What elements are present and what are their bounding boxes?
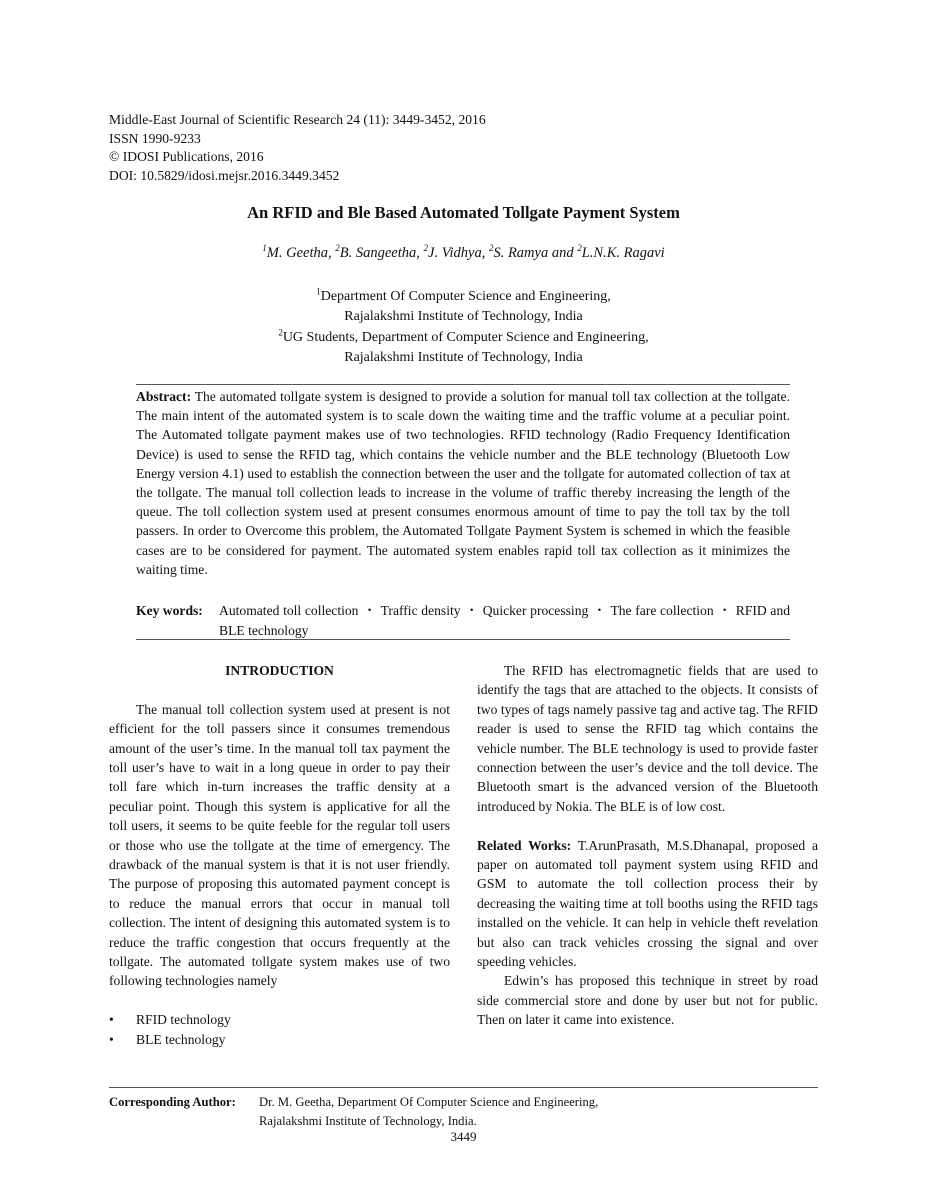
journal-info <box>109 111 486 185</box>
keyword-separator: ・ <box>464 603 479 618</box>
left-column <box>109 661 450 1049</box>
affiliation-line: Rajalakshmi Institute of Technology, India <box>344 349 583 365</box>
corresponding-author-text: Dr. M. Geetha, Department Of Computer Science and Engineering, Rajalakshmi Institute of Technology, India. <box>259 1095 599 1128</box>
abstract-text: The automated tollgate system is designed to provide a solution for manual toll tax collection at the tollgate. The main intent of the automated system is to scale down the waiting time and the traffic volume at a peculiar point. The Automated tollgate payment makes use of two technologies. RFID technology (Radio Frequency Identification Device) is used to sense the RFID tag, which contains the vehicle number and the BLE technology (Bluetooth Low Energy version 4.1) used to establish the connection between the user and the tollgate for automated collection of tax at the tollgate. The manual toll collection leads to increase in the volume of traffic thereby increasing the length of the queue. The toll collection system used at present consumes enormous amount of time to pay the toll tax by the toll passers. In order to Overcome this problem, the Automated Tollgate Payment System is schemed in which the feasible cases are to be considered for payment. The automated system enables rapid toll tax collection as it minimizes the waiting time. <box>136 389 790 577</box>
keywords-list <box>219 601 790 640</box>
keyword-separator: ・ <box>717 603 732 618</box>
bullet-icon: • <box>109 1031 114 1047</box>
list-item: • BLE technology <box>109 1030 450 1049</box>
keywords-label: Key words: <box>136 603 203 618</box>
footer-rule <box>109 1087 818 1088</box>
author: $^2$S. Ramya and <box>488 243 578 261</box>
introduction-paragraph: The manual toll collection system used at present is not efficient for the toll passers since it consumes tremendous amount of the user’s time. In the manual toll tax payment the toll user’s have to wait in a long queue in order to pay their toll fare which in-turn increases the traffic density at a peculiar point. Though this system is applicative for all the toll users, it seems to be quite feeble for the regular toll users or those who use the tollgate at the time of emergency. The drawback of the manual system is that it is not user friendly. The purpose of proposing this automated payment concept is to reduce the manual errors that occur in manual toll collection. The intent of designing this automated system is to reduce the traffic congestion that occurs frequently at the tollgate. The automated tollgate system makes use of two following technologies namely <box>109 701 450 989</box>
edwin-paragraph: Edwin’s has proposed this technique in street by road side commercial store and done by user but not for public. Then on later it came into existence. <box>477 973 818 1028</box>
keyword-separator: ・ <box>362 603 377 618</box>
related-works-label: Related Works: <box>477 837 572 853</box>
author: $^1$M. Geetha, <box>262 243 336 261</box>
spacer <box>109 680 450 699</box>
author: $^2$L.N.K. Ragavi <box>577 243 665 261</box>
related-works-paragraph: Related Works: T.ArunPrasath, M.S.Dhanapal, proposed a paper on automated toll payment system using RFID and GSM to automate the toll collection process their by decreasing the waiting time at toll booths using the RFID tags installed on the vehicle. It can help in vehicle theft revelation but also can track vehicles crossing the signal and over speeding vehicles. <box>477 837 819 970</box>
keyword: Automated toll collection <box>219 603 359 618</box>
author: $^2$J. Vidhya, <box>423 243 489 261</box>
journal-issn: ISSN 1990-9233 <box>109 130 201 146</box>
keyword: Traffic density <box>380 603 461 618</box>
journal-copyright: © IDOSI Publications, 2016 <box>109 149 264 164</box>
affiliations <box>0 287 927 368</box>
keyword-separator: ・ <box>592 603 607 618</box>
page-number: 3449 <box>450 1129 477 1144</box>
affiliation-line: $^2$UG Students, Department of Computer Science and Engineering, <box>278 326 649 345</box>
author-list <box>0 245 927 262</box>
affiliation-line: $^1$Department Of Computer Science and Engineering, <box>316 286 611 304</box>
right-column <box>477 661 818 1030</box>
abstract-top-rule <box>136 384 790 385</box>
keyword: The fare collection <box>610 603 714 618</box>
abstract-label: Abstract: <box>136 389 192 404</box>
journal-doi: DOI: 10.5829/idosi.mejsr.2016.3449.3452 <box>109 167 340 183</box>
affiliation-line: Rajalakshmi Institute of Technology, India <box>344 309 583 325</box>
corresponding-author-label: Corresponding Author: <box>109 1095 236 1109</box>
keywords-bottom-rule <box>136 639 790 640</box>
paper-title: An RFID and Ble Based Automated Tollgate Payment System <box>247 203 680 222</box>
abstract <box>136 387 790 579</box>
rfid-paragraph: The RFID has electromagnetic fields that are used to identify the tags that are attached to the objects. It consists of two types of tags namely passive tag and active tag. The RFID reader is used to sense the RFID tag which contains the vehicle number. The BLE technology is used to provide faster connection between the user’s device and the toll device. The Bluetooth smart is the advanced version of the Bluetooth introduced by Nokia. The BLE is of low cost. <box>477 663 818 814</box>
list-item: • RFID technology <box>109 1010 450 1029</box>
section-heading-introduction: INTRODUCTION <box>225 663 334 678</box>
technology-list <box>109 1010 450 1049</box>
author: $^2$B. Sangeetha, <box>335 243 424 261</box>
spacer <box>477 816 818 835</box>
bullet-icon: • <box>109 1012 114 1028</box>
journal-citation: Middle-East Journal of Scientific Research 24 (11): 3449-3452, 2016 <box>109 112 486 127</box>
spacer <box>109 991 450 1010</box>
keyword: RFID and BLE technology <box>219 603 791 638</box>
keyword: Quicker processing <box>482 603 589 618</box>
